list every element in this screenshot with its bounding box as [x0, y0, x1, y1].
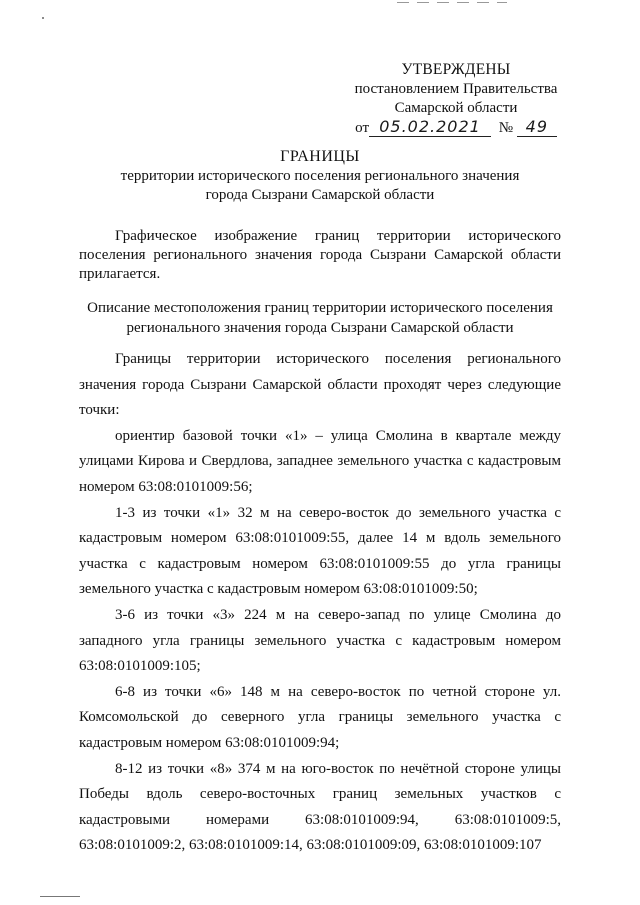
body-paragraph: ориентир базовой точки «1» – улица Смолина в квартале между улицами Кирова и Свердлова, западнее земельного участка с кадастровым номером 63:08:0101009:56;	[79, 427, 561, 495]
approval-stamp	[336, 60, 576, 138]
section-heading	[60, 298, 580, 338]
document-title: ГРАНИЦЫ	[280, 148, 360, 165]
body-paragraph: 6-8 из точки «6» 148 м на северо-восток по четной стороне ул. Комсомольской до северного угла границы земельного участка с кадастровым номером 63:08:0101009:94;	[79, 683, 561, 751]
scan-artifact-bottom	[40, 896, 80, 897]
body-paragraph: Границы территории исторического поселения регионального значения города Сызрани Самарской области проходят через следующие точки:	[79, 351, 561, 419]
approval-line1: постановлением Правительства	[354, 81, 558, 97]
subtitle-line2: города Сызрани Самарской области	[205, 187, 435, 203]
section-heading-line1: Описание местоположения границ территории исторического поселения	[87, 300, 553, 316]
approval-line2: Самарской области	[394, 100, 518, 116]
intro-paragraph: Графическое изображение границ территории исторического поселения регионального значения города Сызрани Самарской области прилагается.	[79, 228, 561, 282]
section-heading-line2: регионального значения города Сызрани Самарской области	[126, 320, 514, 336]
body-paragraph: 8-12 из точки «8» 374 м на юго-восток по нечётной стороне улицы Победы вдоль северо-восточных границ земельных участков с кадастровыми номерами 63:08:0101009:94, 63:08:0101009:5, 63:08:0101009:2, 63:08:0101009:14, 63:08:0101009:09, 63:08:0101009:107	[79, 760, 561, 854]
approval-date: 05.02.2021	[369, 118, 491, 137]
body-paragraph: 1-3 из точки «1» 32 м на северо-восток до земельного участка с кадастровым номером 63:08:0101009:55, далее 14 м вдоль земельного участка с кадастровым номером 63:08:0101009:55 до угла границы земельного участка с кадастровым номером 63:08:0101009:50;	[79, 504, 561, 598]
scan-artifact-top	[397, 2, 507, 3]
subtitle-line1: территории исторического поселения регионального значения	[120, 168, 520, 184]
scan-artifact-dot	[42, 17, 44, 19]
body-paragraph: 3-6 из точки «3» 224 м на северо-запад по улице Смолина до западного угла границы земельного участка с кадастровым номером 63:08:0101009:105;	[79, 606, 561, 675]
approval-number: 49	[517, 118, 557, 137]
number-prefix: №	[498, 120, 514, 136]
date-prefix: от	[355, 120, 370, 136]
approval-date-line	[336, 118, 576, 138]
document-subtitle	[60, 167, 580, 205]
approval-title: УТВЕРЖДЕНЫ	[401, 61, 511, 78]
document-body	[79, 347, 561, 859]
